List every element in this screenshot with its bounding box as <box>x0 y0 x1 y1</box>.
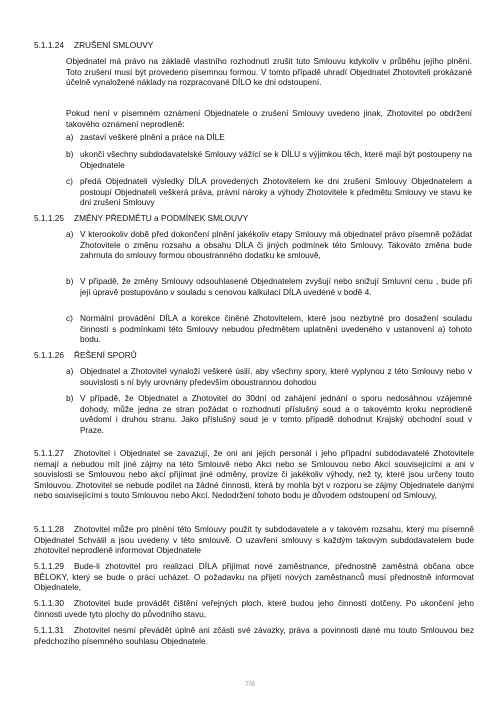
section-title: ZRUŠENÍ SMLOUVY <box>74 40 154 50</box>
section-heading-5-1-1-26 <box>34 350 474 361</box>
list-item-label: b) <box>66 276 74 286</box>
paragraph-5-1-1-30 <box>34 598 474 619</box>
list-item <box>66 132 472 143</box>
list-item <box>66 276 472 297</box>
paragraph-5-1-1-31 <box>34 625 474 646</box>
list-item-text: Objednatel a Zhotovitel vynaloží veškeré úsilí, aby všechny spory, které vyplynou z této Smlouvy nebo v souvislosti s ní byly urovnány především oboustrannou dohodou <box>80 366 472 387</box>
list-item-text: ukončí všechny subdodavatelské Smlouvy vážící se k DÍLU s výjimkou těch, které mají být postoupeny na Objednatele <box>80 149 472 170</box>
paragraph-text: Zhotovitel i Objednatel se zavazují, že oni ani jejich personál i jeho případní subdodavatelé Zhotovitele nemají a nebudou mít jiné zájmy na této Smlouvě nebo Akci nebo se Smlouvou nebo Akcí souvisejícími a ani v souvislosti se Smlouvou nebo akcí přijímat jiné odměny, provize či jakékoliv výhody, než ty, které jsou určeny touto Smlouvou. Zhotovitel se nebude podílet na žádné činnosti, která by mohla být v rozporu se zájmy Objednatele danými nebo souvisejícími s touto Smlouvou nebo Akcí. Nedodržení tohoto bodu je důvodem odstoupení od Smlouvy, <box>34 448 474 501</box>
section-number: 5.1.1.24 <box>34 40 64 50</box>
section-title: ŘEŠENÍ SPORŮ <box>74 350 137 360</box>
list-item-label: a) <box>66 132 74 142</box>
paragraph-text: Zhotovitel nesmí převádět úplně ani zčásti své závazky, práva a povinnosti dané mu touto Smlouvou bez předchozího písemného souhlasu Objednatele. <box>34 625 474 646</box>
section-number: 5.1.1.26 <box>34 350 64 360</box>
section-number: 5.1.1.30 <box>34 598 64 608</box>
list-item <box>66 393 472 435</box>
page-number: 7/8 <box>245 681 255 688</box>
paragraph-5-1-1-29 <box>34 561 474 593</box>
list-item <box>66 149 472 170</box>
list-item-label: b) <box>66 393 74 403</box>
list-item-label: a) <box>66 229 74 239</box>
list-item-text: V případě, že Objednatel a Zhotovitel do 30dní od zahájení jednání o sporu nedosáhnou vzájemné dohody, může jedna ze stran požádat o rozhodnutí příslušný soud a o takovémto kroku neprodleně uvědomí i druhou stranu. Jako příslušný soud je v tomto případě dohodnut Krajský obchodní soud v Praze. <box>80 393 472 435</box>
paragraph-5-1-1-27 <box>34 448 474 501</box>
paragraph: Pokud není v písemném oznámení Objednatele o zrušení Smlouvy uvedeno jinak, Zhotovitel po obdržení takového oznámení neprodleně: <box>66 108 472 129</box>
paragraph-text: Zhotovitel může pro plnění této Smlouvy použít ty subdodavatele a v takovém rozsahu, který mu písemně Objednatel Schválil a jsou uvedeny v této smlouvě. O uzavření smlouvy s každým takovým subdodavatelem bude zhotovitel neprodleně informovat Objednatele <box>34 524 474 556</box>
section-number: 5.1.1.28 <box>34 524 64 534</box>
list-item-text: V případě, že změny Smlouvy odsouhlasené Objednatelem zvyšují nebo snižují Smluvní cenu , bude při její úpravě postupováno v souladu s cenovou kalkulací DÍLA uvedené v bodě 4. <box>80 276 472 297</box>
section-heading-5-1-1-25 <box>34 213 474 224</box>
section-heading-5-1-1-24 <box>34 40 474 51</box>
list-item-text: zastaví veškeré plnění a práce na DÍLE <box>80 132 225 142</box>
section-number: 5.1.1.29 <box>34 561 64 571</box>
list-item <box>66 176 472 208</box>
list-item-label: c) <box>66 313 73 323</box>
paragraph: Objednatel má právo na základě vlastního rozhodnutí zrušit tuto Smlouvu kdykoliv v průběhu jejího plnění. Toto zrušení musí být provedeno písemnou formou. V tomto případě uhradí Objednatel Zhotoviteli prokázané účelně vynaložené náklady na rozpracované DÍLO ke dni odstoupení. <box>66 56 472 88</box>
list-item-text: Normální provádění DÍLA a korekce činěné Zhotovitelem, které jsou nezbytné pro dosažení souladu činností s podmínkami této Smlouvy nebudou předmětem uplatnění uvedeného v ustanovení a) tohoto bodu. <box>80 313 472 345</box>
paragraph-5-1-1-28 <box>34 524 474 556</box>
list-item-label: b) <box>66 149 74 159</box>
list-item-text: V kterookoliv době před dokončení plnění jakékoliv etapy Smlouvy má objednatel právo písemně požádat Zhotovitele o změnu rozsahu a obsahu DÍLA či jiných podmínek této Smlouvy. Takováto změna bude zahrnuta do smlouvy formou oboustranného dodatku ke smlouvě, <box>80 229 472 261</box>
section-number: 5.1.1.27 <box>34 448 64 458</box>
paragraph-text: Bude-li zhotovitel pro realizaci DÍLA přijímat nové zaměstnance, přednostně zaměstná občana obce BĚLOKY, který se bude o práci ucházet. O požadavku na přijetí nových zaměstnanců musí přednostně informovat Objednatele, <box>34 561 474 593</box>
list-item <box>66 313 472 345</box>
paragraph-text: Zhotovitel bude provádět čištění veřejných ploch, které budou jeho činností dotčeny. Po ukončení jeho činnosti uvede tyto plochy do původního stavu, <box>34 598 474 619</box>
section-number: 5.1.1.31 <box>34 625 64 635</box>
section-number: 5.1.1.25 <box>34 213 64 223</box>
list-item-label: c) <box>66 176 73 186</box>
list-item <box>66 229 472 261</box>
list-item-label: a) <box>66 366 74 376</box>
list-item-text: předá Objednateli výsledky DÍLA provedených Zhotovitelem ke dni zrušení Smlouvy Objednatelem a postoupí Objednateli veškerá práva, právní nároky a výhody Zhotovitele k předmětu Smlouvy ve stavu ke dni zrušení Smlouvy <box>80 176 472 208</box>
list-item <box>66 366 472 387</box>
section-title: ZMĚNY PŘEDMĚTU a PODMÍNEK SMLOUVY <box>74 213 249 223</box>
